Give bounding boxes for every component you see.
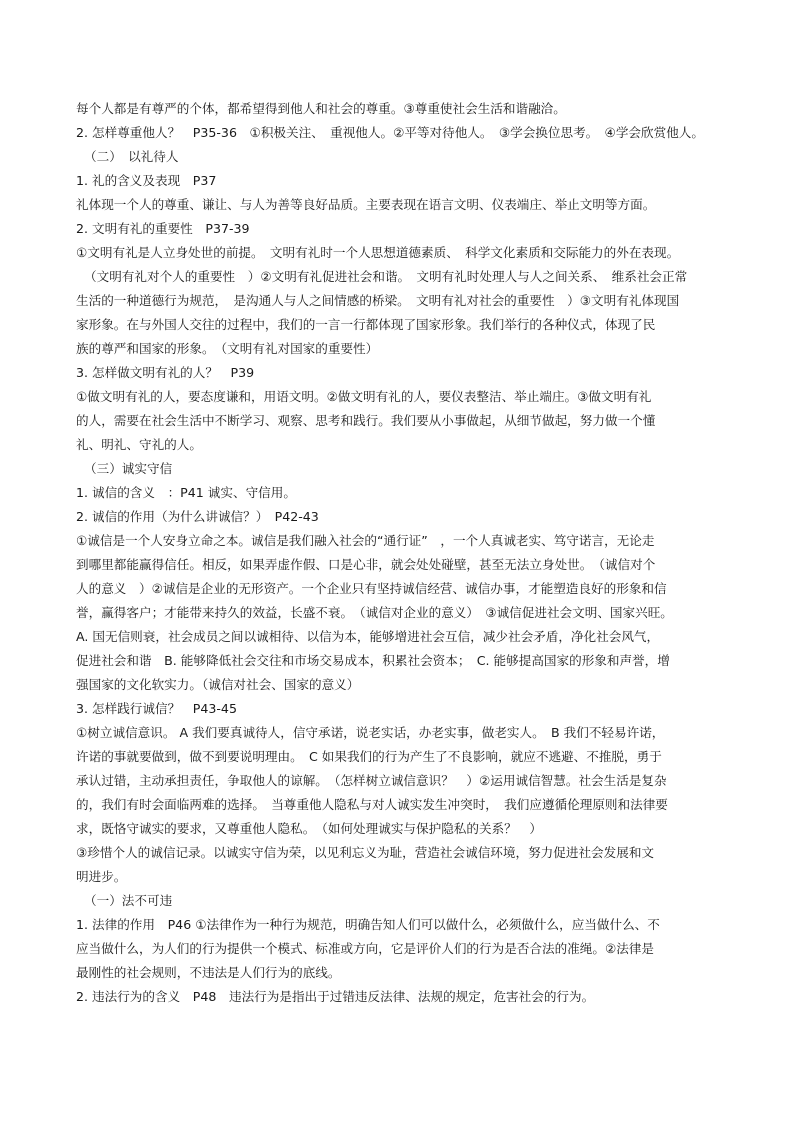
text-line: ①做文明有礼的人，要态度谦和，用语文明。②做文明有礼的人，要仪表整洁、举止端庄。③做文明有礼 [76, 389, 652, 404]
text-line: 誉，赢得客户；才能带来持久的效益，长盛不衰。 （诚信对企业的意义） ③诚信促进社会文明、国家兴旺。 [76, 605, 673, 620]
text-line: 1. 法律的作用 P46 ①法律作为一种行为规范，明确告知人们可以做什么，必须做什么，应当做什么、不 [76, 917, 660, 932]
section-heading: （一）法不可违 [84, 893, 173, 908]
question-heading: 3. 怎样做文明有礼的人？ P39 [76, 365, 255, 380]
text-line: 到哪里都能赢得信任。相反，如果弄虚作假、口是心非，就会处处碰壁，甚至无法立身处世。 （诚信对个 [76, 557, 656, 572]
text-line: 承认过错，主动承担责任，争取他人的谅解。 （怎样树立诚信意识？ ）②运用诚信智慧。社会生活是复杂 [76, 773, 667, 788]
question-heading: 1. 诚信的含义 ：P41 诚实、守信用。 [76, 485, 296, 500]
text-line: ①树立诚信意识。 A 我们要真诚待人，信守承诺，说老实话，办老实事，做老实人。 B 我们不轻易许诺， [76, 725, 665, 740]
text-line: 人的意义 ）②诚信是企业的无形资产。一个企业只有坚持诚信经营、诚信办事，才能塑造良好的形象和信 [76, 581, 667, 596]
text-line: 促进社会和谐 B. 能够降低社会交往和市场交易成本，积累社会资本； C. 能够提高国家的形象和声誉，增 [76, 653, 670, 668]
text-line: ①诚信是一个人安身立命之本。诚信是我们融入社会的“通行证” ，一个人真诚老实、笃守诺言，无论走 [76, 533, 655, 548]
text-line: 的人，需要在社会生活中不断学习、观察、思考和践行。我们要从小事做起，从细节做起，努力做一个懂 [76, 413, 656, 428]
text-line: 族的尊严和国家的形象。 （文明有礼对国家的重要性） [76, 341, 379, 356]
text-line: （文明有礼对个人的重要性 ）②文明有礼促进社会和谐。 文明有礼时处理人与人之间关系、 维系社会正常 [84, 269, 688, 284]
section-heading: （三）诚实守信 [84, 461, 173, 476]
question-heading: 3. 怎样践行诚信？ P43-45 [76, 701, 237, 716]
text-line: 礼、明礼、守礼的人。 [76, 437, 202, 452]
text-line: 许诺的事就要做到，做不到要说明理由。 C 如果我们的行为产生了不良影响，就应不逃避、不推脱，勇于 [76, 749, 662, 764]
text-line: ③珍惜个人的诚信记录。以诚实守信为荣，以见利忘义为耻，营造社会诚信环境，努力促进社会发展和文 [76, 845, 655, 860]
text-line: 明进步。 [76, 869, 127, 884]
section-heading: （二） 以礼待人 [84, 149, 179, 164]
text-line: 家形象。在与外国人交往的过程中，我们的一言一行都体现了国家形象。我们举行的各种仪式，体现了民 [76, 317, 656, 332]
text-line: 应当做什么，为人们的行为提供一个模式、标准或方向，它是评价人们的行为是否合法的准绳。②法律是 [76, 941, 655, 956]
text-line: 2. 怎样尊重他人？ P35-36 ①积极关注、 重视他人。②平等对待他人。 ③学会换位思考。 ④学会欣赏他人。 [76, 125, 704, 140]
text-line: 礼体现一个人的尊重、谦让、与人为善等良好品质。主要表现在语言文明、仪表端庄、举止文明等方面。 [76, 197, 656, 212]
text-line: 生活的一种道德行为规范， 是沟通人与人之间情感的桥梁。 文明有礼对社会的重要性 ）③文明有礼体现国 [76, 293, 680, 308]
text-line: ①文明有礼是人立身处世的前提。 文明有礼时一个人思想道德素质、 科学文化素质和交际能力的外在表现。 [76, 245, 680, 260]
text-line: 求，既恪守诚实的要求，又尊重他人隐私。 （如何处理诚实与保护隐私的关系？ ） [76, 821, 542, 836]
text-line: 最刚性的社会规则，不违法是人们行为的底线。 [76, 965, 341, 980]
text-line: 的，我们有时会面临两难的选择。 当尊重他人隐私与对人诚实发生冲突时， 我们应遵循伦理原则和法律要 [76, 797, 668, 812]
text-line: A. 国无信则衰，社会成员之间以诚相待、以信为本，能够增进社会互信，减少社会矛盾，净化社会风气， [76, 629, 660, 644]
question-heading: 2. 诚信的作用（为什么讲诚信？） P42-43 [76, 509, 319, 524]
text-line: 每个人都是有尊严的个体，都希望得到他人和社会的尊重。③尊重使社会生活和谐融洽。 [76, 101, 566, 116]
text-line: 强国家的文化软实力。（诚信对社会、国家的意义） [76, 677, 360, 692]
question-heading: 2. 违法行为的含义 P48 违法行为是指出于过错违反法律、法规的规定，危害社会的行为。 [76, 989, 595, 1004]
question-heading: 1. 礼的含义及表现 P37 [76, 173, 217, 188]
question-heading: 2. 文明有礼的重要性 P37-39 [76, 221, 250, 236]
